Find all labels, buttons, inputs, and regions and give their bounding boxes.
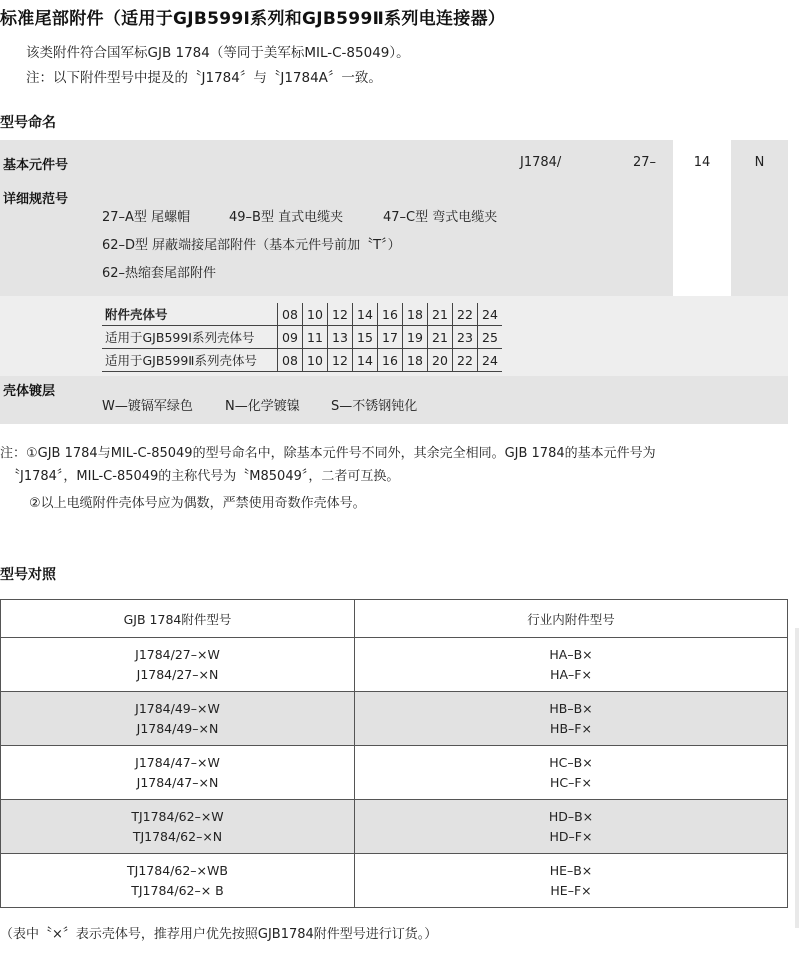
shell-cell: 09 xyxy=(278,326,303,349)
gjb-cell xyxy=(1,800,355,854)
spec-type-d: 62–D型 屏蔽端接尾部附件（基本元件号前加〝T〞） xyxy=(102,238,401,253)
gjb-model: TJ1784/62–×WB xyxy=(127,862,228,878)
shell-row-label: 附件壳体号 xyxy=(105,307,168,322)
gjb-cell xyxy=(1,638,355,692)
spec-heatshrink: 62–热缩套尾部附件 xyxy=(102,266,217,281)
shell-cell: 21 xyxy=(428,303,453,326)
shell-cell: 16 xyxy=(378,303,403,326)
gjb-model: TJ1784/62–×W xyxy=(131,808,224,824)
shell-cell: 25 xyxy=(478,326,503,349)
comparison-footnote: （表中〝×〞表示壳体号，推荐用户优先按照GJB1784附件型号进行订货。） xyxy=(0,927,438,942)
shell-cell: 18 xyxy=(403,303,428,326)
gjb-model: J1784/27–×N xyxy=(136,666,219,682)
shell-cell: 12 xyxy=(328,303,353,326)
col-industry-header: 行业内附件型号 xyxy=(355,600,788,638)
plating-s: S—不锈钢钝化 xyxy=(331,399,418,414)
base-label: 基本元件号 xyxy=(3,158,69,173)
industry-cell xyxy=(355,692,788,746)
industry-model: HE–B× xyxy=(549,862,593,878)
industry-model: HD–F× xyxy=(549,828,593,844)
comparison-table xyxy=(0,599,788,908)
gjb-model: TJ1784/62–×N xyxy=(132,828,223,844)
comparison-header-row xyxy=(1,600,788,638)
shell-cell: 08 xyxy=(278,349,303,372)
industry-model: HB–B× xyxy=(549,700,593,716)
shell-cell: 23 xyxy=(453,326,478,349)
shell-cell: 13 xyxy=(328,326,353,349)
page-title: 标准尾部附件（适用于GJB599Ⅰ系列和GJB599Ⅱ系列电连接器） xyxy=(0,9,506,29)
table-row xyxy=(1,638,788,692)
industry-cell xyxy=(355,638,788,692)
intro-note: 注：以下附件型号中提及的〝J1784〞与〝J1784A〞一致。 xyxy=(26,70,382,86)
shell-row-series1 xyxy=(102,326,502,349)
table-row xyxy=(1,800,788,854)
shell-cell: 24 xyxy=(478,349,503,372)
table-row xyxy=(1,746,788,800)
industry-model: HB–F× xyxy=(550,720,592,736)
industry-cell xyxy=(355,854,788,908)
gjb-cell xyxy=(1,854,355,908)
industry-model: HC–B× xyxy=(549,754,593,770)
gjb-model: J1784/47–×N xyxy=(136,774,219,790)
gjb-model: TJ1784/62–× B xyxy=(131,882,224,898)
spec-type-a: 27–A型 尾螺帽 xyxy=(102,210,191,225)
industry-model: HE–F× xyxy=(550,882,592,898)
shell-cell: 22 xyxy=(453,349,478,372)
gjb-cell xyxy=(1,746,355,800)
base-value: J1784/ xyxy=(520,155,562,170)
industry-model: HD–B× xyxy=(548,808,594,824)
gjb-cell xyxy=(1,692,355,746)
gjb-model: J1784/47–×W xyxy=(135,754,220,770)
shell-cell: 12 xyxy=(328,349,353,372)
plating-label: 壳体镀层 xyxy=(3,384,56,399)
comparison-heading: 型号对照 xyxy=(0,567,56,583)
plating-n: N—化学镀镍 xyxy=(225,399,300,414)
col-gjb-header: GJB 1784附件型号 xyxy=(1,600,355,638)
shell-row-label: 适用于GJB599Ⅰ系列壳体号 xyxy=(102,326,278,349)
shell-row-accessory xyxy=(102,303,502,326)
shell-cell: 10 xyxy=(303,349,328,372)
note-1: 注：①GJB 1784与MIL-C-85049的型号命名中，除基本元件号不同外，其余完全相同。GJB 1784的基本元件号为 xyxy=(0,446,656,461)
industry-model: HA–F× xyxy=(550,666,592,682)
code-14: 14 xyxy=(693,155,711,170)
shell-cell: 14 xyxy=(353,349,378,372)
shell-cell: 20 xyxy=(428,349,453,372)
code-27: 27– xyxy=(632,155,657,170)
code-n: N xyxy=(754,155,765,170)
spec-type-c: 47–C型 弯式电缆夹 xyxy=(383,210,498,225)
shell-cell: 11 xyxy=(303,326,328,349)
shell-cell: 15 xyxy=(353,326,378,349)
shell-cell: 18 xyxy=(403,349,428,372)
note-2: ②以上电缆附件壳体号应为偶数，严禁使用奇数作壳体号。 xyxy=(29,496,366,511)
industry-model: HA–B× xyxy=(549,646,593,662)
note-1-cont: 〝J1784〞，MIL-C-85049的主称代号为〝M85049〞，二者可互换。 xyxy=(7,469,400,484)
shell-cell: 08 xyxy=(278,303,303,326)
spec-type-b: 49–B型 直式电缆夹 xyxy=(229,210,344,225)
naming-heading: 型号命名 xyxy=(0,115,56,131)
shell-cell: 14 xyxy=(353,303,378,326)
scrollbar-track[interactable] xyxy=(795,628,799,928)
shell-cell: 22 xyxy=(453,303,478,326)
spec-label: 详细规范号 xyxy=(3,192,69,207)
shell-cell: 19 xyxy=(403,326,428,349)
shell-row-label: 适用于GJB599Ⅱ系列壳体号 xyxy=(102,349,278,372)
shell-cell: 16 xyxy=(378,349,403,372)
industry-cell xyxy=(355,746,788,800)
gjb-model: J1784/49–×W xyxy=(135,700,220,716)
shell-cell: 24 xyxy=(478,303,503,326)
intro-standard: 该类附件符合国军标GJB 1784（等同于美军标MIL-C-85049）。 xyxy=(26,45,410,61)
shell-size-table xyxy=(102,303,502,372)
plating-w: W—镀镉军绿色 xyxy=(102,399,193,414)
industry-cell xyxy=(355,800,788,854)
table-row xyxy=(1,692,788,746)
gjb-model: J1784/49–×N xyxy=(136,720,219,736)
shell-cell: 17 xyxy=(378,326,403,349)
table-row xyxy=(1,854,788,908)
gjb-model: J1784/27–×W xyxy=(135,646,220,662)
shell-cell: 21 xyxy=(428,326,453,349)
shell-cell: 10 xyxy=(303,303,328,326)
shell-row-series2 xyxy=(102,349,502,372)
industry-model: HC–F× xyxy=(549,774,593,790)
